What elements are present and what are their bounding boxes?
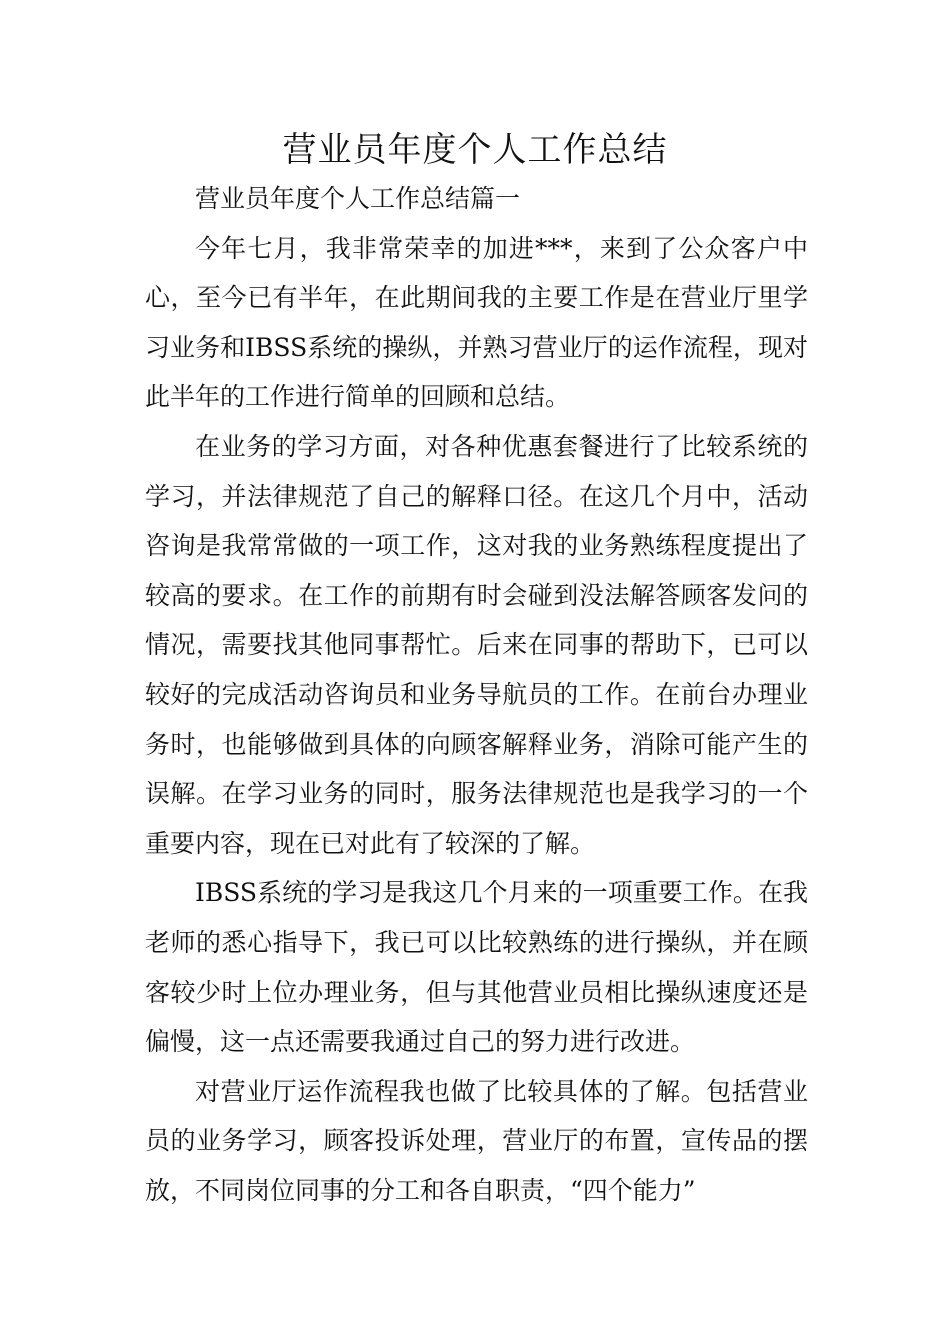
- paragraph-intro: 今年七月，我非常荣幸的加进***，来到了公众客户中心，至今已有半年，在此期间我的主要工作是在营业厅里学习业务和IBSS系统的操纵，并熟习营业厅的运作流程，现对此半年的工作进行简单的回顾和总结。: [145, 233, 808, 412]
- document-body: [145, 174, 808, 1215]
- paragraph-business-study: 在业务的学习方面，对各种优惠套餐进行了比较系统的学习，并法律规范了自己的解释口径。在这几个月中，活动咨询是我常常做的一项工作，这对我的业务熟练程度提出了较高的要求。在工作的前期有时会碰到没法解答顾客发问的情况，需要找其他同事帮忙。后来在同事的帮助下，已可以较好的完成活动咨询员和业务导航员的工作。在前台办理业务时，也能够做到具体的向顾客解释业务，消除可能产生的误解。在学习业务的同时，服务法律规范也是我学习的一个重要内容，现在已对此有了较深的了解。: [145, 431, 808, 858]
- paragraph-workflow: 对营业厅运作流程我也做了比较具体的了解。包括营业员的业务学习，顾客投诉处理，营业厅的布置，宣传品的摆放，不同岗位同事的分工和各自职责，“四个能力”: [145, 1076, 808, 1205]
- section-heading: 营业员年度个人工作总结篇一: [195, 184, 521, 213]
- paragraph-ibss-study: IBSS系统的学习是我这几个月来的一项重要工作。在我老师的悉心指导下，我已可以比较熟练的进行操纵，并在顾客较少时上位办理业务，但与其他营业员相比操纵速度还是偏慢，这一点还需要我通过自己的努力进行改进。: [145, 878, 808, 1057]
- document-title: 营业员年度个人工作总结: [282, 130, 668, 170]
